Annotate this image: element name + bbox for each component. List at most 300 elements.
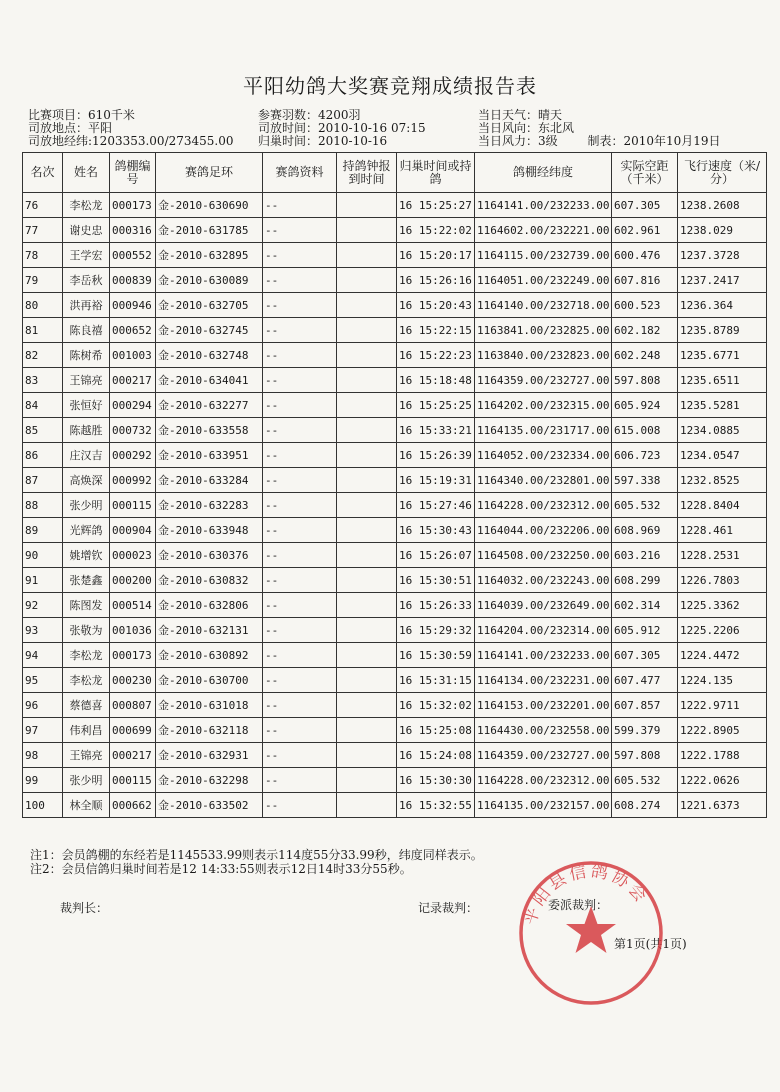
cell-clock-report xyxy=(337,293,397,318)
cell-distance: 602.182 xyxy=(612,318,678,343)
cell-name: 蔡德喜 xyxy=(63,693,110,718)
cell-ring: 金-2010-631018 xyxy=(156,693,263,718)
cell-name: 李松龙 xyxy=(63,643,110,668)
cell-clock-report xyxy=(337,343,397,368)
table-row xyxy=(23,293,767,318)
info-wind-direction: 当日风向：东北风 xyxy=(478,121,575,135)
cell-clock-report xyxy=(337,493,397,518)
table-row xyxy=(23,343,767,368)
cell-pigeon-info: -- xyxy=(263,393,337,418)
cell-coords: 1164202.00/232315.00 xyxy=(475,393,612,418)
cell-clock-report xyxy=(337,718,397,743)
info-made-date: 制表：2010年10月19日 xyxy=(587,134,721,148)
cell-return-time: 16 15:22:02 xyxy=(397,218,475,243)
cell-return-time: 16 15:32:55 xyxy=(397,793,475,818)
cell-speed: 1228.8404 xyxy=(678,493,767,518)
cell-ring: 金-2010-632131 xyxy=(156,618,263,643)
cell-ring: 金-2010-630089 xyxy=(156,268,263,293)
cell-loft-no: 000115 xyxy=(110,768,156,793)
cell-speed: 1226.7803 xyxy=(678,568,767,593)
cell-name: 陈良禧 xyxy=(63,318,110,343)
table-row xyxy=(23,618,767,643)
info-weather: 当日天气：晴天 xyxy=(478,108,563,122)
cell-loft-no: 000662 xyxy=(110,793,156,818)
cell-pigeon-info: -- xyxy=(263,193,337,218)
cell-speed: 1222.8905 xyxy=(678,718,767,743)
cell-rank: 94 xyxy=(23,643,63,668)
cell-speed: 1237.3728 xyxy=(678,243,767,268)
table-row xyxy=(23,768,767,793)
association-seal xyxy=(516,858,666,1008)
cell-return-time: 16 15:19:31 xyxy=(397,468,475,493)
table-row xyxy=(23,493,767,518)
cell-coords: 1163840.00/232823.00 xyxy=(475,343,612,368)
cell-return-time: 16 15:26:16 xyxy=(397,268,475,293)
cell-clock-report xyxy=(337,568,397,593)
cell-pigeon-info: -- xyxy=(263,343,337,368)
cell-ring: 金-2010-634041 xyxy=(156,368,263,393)
cell-loft-no: 000230 xyxy=(110,668,156,693)
cell-clock-report xyxy=(337,368,397,393)
cell-distance: 597.808 xyxy=(612,743,678,768)
cell-speed: 1235.6511 xyxy=(678,368,767,393)
cell-loft-no: 000807 xyxy=(110,693,156,718)
cell-distance: 597.338 xyxy=(612,468,678,493)
cell-speed: 1236.364 xyxy=(678,293,767,318)
cell-coords: 1164359.00/232727.00 xyxy=(475,743,612,768)
cell-pigeon-info: -- xyxy=(263,543,337,568)
cell-distance: 608.299 xyxy=(612,568,678,593)
cell-distance: 607.857 xyxy=(612,693,678,718)
cell-name: 陈越胜 xyxy=(63,418,110,443)
cell-pigeon-info: -- xyxy=(263,268,337,293)
cell-loft-no: 000173 xyxy=(110,193,156,218)
cell-rank: 100 xyxy=(23,793,63,818)
cell-pigeon-info: -- xyxy=(263,693,337,718)
cell-return-time: 16 15:25:08 xyxy=(397,718,475,743)
page-number: 第1页(共1页) xyxy=(614,937,687,951)
cell-ring: 金-2010-630376 xyxy=(156,543,263,568)
cell-ring: 金-2010-633951 xyxy=(156,443,263,468)
cell-ring: 金-2010-630832 xyxy=(156,568,263,593)
cell-coords: 1164430.00/232558.00 xyxy=(475,718,612,743)
results-table xyxy=(22,152,767,818)
note-1: 注1：会员鸽棚的东经若是1145533.99则表示114度55分33.99秒，纬度同样表示。 xyxy=(30,848,483,862)
cell-distance: 607.305 xyxy=(612,643,678,668)
cell-distance: 602.961 xyxy=(612,218,678,243)
cell-coords: 1164115.00/232739.00 xyxy=(475,243,612,268)
cell-loft-no: 000217 xyxy=(110,743,156,768)
table-row xyxy=(23,568,767,593)
cell-coords: 1164508.00/232250.00 xyxy=(475,543,612,568)
cell-speed: 1224.135 xyxy=(678,668,767,693)
note-2: 注2：会员信鸽归巢时间若是12 14:33:55则表示12日14时33分55秒。 xyxy=(30,862,412,876)
table-row xyxy=(23,418,767,443)
cell-rank: 83 xyxy=(23,368,63,393)
cell-loft-no: 000552 xyxy=(110,243,156,268)
cell-ring: 金-2010-633948 xyxy=(156,518,263,543)
cell-ring: 金-2010-632277 xyxy=(156,393,263,418)
cell-rank: 82 xyxy=(23,343,63,368)
cell-rank: 81 xyxy=(23,318,63,343)
cell-name: 陈图发 xyxy=(63,593,110,618)
cell-coords: 1164135.00/232157.00 xyxy=(475,793,612,818)
cell-pigeon-info: -- xyxy=(263,518,337,543)
cell-ring: 金-2010-633284 xyxy=(156,468,263,493)
cell-distance: 605.532 xyxy=(612,493,678,518)
cell-loft-no: 000992 xyxy=(110,468,156,493)
cell-return-time: 16 15:22:15 xyxy=(397,318,475,343)
cell-rank: 90 xyxy=(23,543,63,568)
cell-pigeon-info: -- xyxy=(263,793,337,818)
cell-rank: 78 xyxy=(23,243,63,268)
cell-rank: 76 xyxy=(23,193,63,218)
cell-name: 伟利昌 xyxy=(63,718,110,743)
report-title: 平阳幼鸽大奖赛竞翔成绩报告表 xyxy=(243,74,537,98)
table-row xyxy=(23,268,767,293)
cell-rank: 89 xyxy=(23,518,63,543)
cell-distance: 600.523 xyxy=(612,293,678,318)
cell-speed: 1237.2417 xyxy=(678,268,767,293)
cell-coords: 1164032.00/232243.00 xyxy=(475,568,612,593)
cell-distance: 602.314 xyxy=(612,593,678,618)
cell-pigeon-info: -- xyxy=(263,218,337,243)
cell-rank: 87 xyxy=(23,468,63,493)
cell-loft-no: 000732 xyxy=(110,418,156,443)
cell-rank: 95 xyxy=(23,668,63,693)
cell-name: 张楚鑫 xyxy=(63,568,110,593)
cell-distance: 607.816 xyxy=(612,268,678,293)
cell-return-time: 16 15:24:08 xyxy=(397,743,475,768)
cell-speed: 1225.3362 xyxy=(678,593,767,618)
cell-speed: 1224.4472 xyxy=(678,643,767,668)
cell-clock-report xyxy=(337,743,397,768)
cell-coords: 1164228.00/232312.00 xyxy=(475,768,612,793)
cell-coords: 1164141.00/232233.00 xyxy=(475,643,612,668)
cell-distance: 607.477 xyxy=(612,668,678,693)
cell-rank: 99 xyxy=(23,768,63,793)
cell-name: 张敬为 xyxy=(63,618,110,643)
table-row xyxy=(23,718,767,743)
cell-speed: 1221.6373 xyxy=(678,793,767,818)
cell-coords: 1164051.00/232249.00 xyxy=(475,268,612,293)
cell-clock-report xyxy=(337,693,397,718)
table-row xyxy=(23,743,767,768)
cell-ring: 金-2010-632283 xyxy=(156,493,263,518)
cell-clock-report xyxy=(337,768,397,793)
table-row xyxy=(23,368,767,393)
cell-rank: 79 xyxy=(23,268,63,293)
cell-name: 李松龙 xyxy=(63,193,110,218)
cell-rank: 86 xyxy=(23,443,63,468)
cell-coords: 1164228.00/232312.00 xyxy=(475,493,612,518)
record-judge-label: 记录裁判： xyxy=(418,901,479,915)
cell-loft-no: 001036 xyxy=(110,618,156,643)
cell-ring: 金-2010-630700 xyxy=(156,668,263,693)
header-return-time: 归巢时间或持鸽 xyxy=(397,153,475,193)
cell-coords: 1163841.00/232825.00 xyxy=(475,318,612,343)
table-row xyxy=(23,793,767,818)
cell-coords: 1164044.00/232206.00 xyxy=(475,518,612,543)
cell-name: 王学宏 xyxy=(63,243,110,268)
cell-speed: 1234.0885 xyxy=(678,418,767,443)
cell-clock-report xyxy=(337,618,397,643)
cell-ring: 金-2010-632745 xyxy=(156,318,263,343)
cell-return-time: 16 15:31:15 xyxy=(397,668,475,693)
cell-name: 光辉鸽 xyxy=(63,518,110,543)
cell-return-time: 16 15:26:07 xyxy=(397,543,475,568)
cell-loft-no: 000839 xyxy=(110,268,156,293)
header-distance: 实际空距（千米） xyxy=(612,153,678,193)
cell-loft-no: 000904 xyxy=(110,518,156,543)
cell-pigeon-info: -- xyxy=(263,293,337,318)
cell-name: 庄汉吉 xyxy=(63,443,110,468)
cell-rank: 80 xyxy=(23,293,63,318)
cell-return-time: 16 15:27:46 xyxy=(397,493,475,518)
cell-ring: 金-2010-632705 xyxy=(156,293,263,318)
cell-name: 洪再裕 xyxy=(63,293,110,318)
cell-return-time: 16 15:33:21 xyxy=(397,418,475,443)
cell-rank: 77 xyxy=(23,218,63,243)
cell-ring: 金-2010-632895 xyxy=(156,243,263,268)
cell-ring: 金-2010-633558 xyxy=(156,418,263,443)
cell-name: 张少明 xyxy=(63,768,110,793)
cell-clock-report xyxy=(337,468,397,493)
cell-speed: 1222.1788 xyxy=(678,743,767,768)
cell-speed: 1235.8789 xyxy=(678,318,767,343)
cell-speed: 1228.461 xyxy=(678,518,767,543)
table-row xyxy=(23,318,767,343)
cell-rank: 93 xyxy=(23,618,63,643)
table-row xyxy=(23,243,767,268)
cell-pigeon-info: -- xyxy=(263,493,337,518)
notes xyxy=(30,848,483,876)
cell-speed: 1234.0547 xyxy=(678,443,767,468)
info-wind-force: 当日风力：3级 xyxy=(478,134,558,148)
table-row xyxy=(23,543,767,568)
info-return-time: 归巢时间：2010-10-16 xyxy=(258,134,388,148)
table-row xyxy=(23,518,767,543)
cell-ring: 金-2010-632118 xyxy=(156,718,263,743)
header-clock-report: 持鸽钟报到时间 xyxy=(337,153,397,193)
cell-loft-no: 000023 xyxy=(110,543,156,568)
cell-distance: 605.532 xyxy=(612,768,678,793)
cell-clock-report xyxy=(337,668,397,693)
cell-speed: 1235.6771 xyxy=(678,343,767,368)
cell-ring: 金-2010-631785 xyxy=(156,218,263,243)
table-row xyxy=(23,443,767,468)
cell-pigeon-info: -- xyxy=(263,593,337,618)
table-header-row xyxy=(23,153,767,193)
cell-ring: 金-2010-632748 xyxy=(156,343,263,368)
cell-coords: 1164140.00/232718.00 xyxy=(475,293,612,318)
cell-distance: 602.248 xyxy=(612,343,678,368)
seal-star-icon xyxy=(566,906,616,953)
cell-speed: 1238.029 xyxy=(678,218,767,243)
cell-clock-report xyxy=(337,193,397,218)
header-name: 姓名 xyxy=(63,153,110,193)
cell-coords: 1164359.00/232727.00 xyxy=(475,368,612,393)
cell-return-time: 16 15:26:39 xyxy=(397,443,475,468)
cell-distance: 599.379 xyxy=(612,718,678,743)
header-loft-no: 鸽棚编号 xyxy=(110,153,156,193)
table-row xyxy=(23,643,767,668)
cell-return-time: 16 15:25:27 xyxy=(397,193,475,218)
cell-name: 高焕深 xyxy=(63,468,110,493)
chief-judge-label: 裁判长： xyxy=(60,901,109,915)
cell-rank: 92 xyxy=(23,593,63,618)
cell-return-time: 16 15:18:48 xyxy=(397,368,475,393)
cell-loft-no: 000115 xyxy=(110,493,156,518)
cell-name: 陈树希 xyxy=(63,343,110,368)
cell-distance: 603.216 xyxy=(612,543,678,568)
cell-rank: 85 xyxy=(23,418,63,443)
info-release-site: 司放地点：平阳 xyxy=(28,121,113,135)
cell-loft-no: 000316 xyxy=(110,218,156,243)
cell-clock-report xyxy=(337,593,397,618)
cell-return-time: 16 15:22:23 xyxy=(397,343,475,368)
cell-coords: 1164153.00/232201.00 xyxy=(475,693,612,718)
cell-pigeon-info: -- xyxy=(263,743,337,768)
cell-name: 王锦亮 xyxy=(63,743,110,768)
cell-clock-report xyxy=(337,393,397,418)
cell-name: 谢史忠 xyxy=(63,218,110,243)
cell-name: 李岳秋 xyxy=(63,268,110,293)
info-release-time: 司放时间：2010-10-16 07:15 xyxy=(258,121,426,135)
cell-speed: 1232.8525 xyxy=(678,468,767,493)
cell-coords: 1164039.00/232649.00 xyxy=(475,593,612,618)
cell-distance: 597.808 xyxy=(612,368,678,393)
cell-pigeon-info: -- xyxy=(263,568,337,593)
cell-pigeon-info: -- xyxy=(263,418,337,443)
cell-distance: 606.723 xyxy=(612,443,678,468)
cell-coords: 1164204.00/232314.00 xyxy=(475,618,612,643)
cell-ring: 金-2010-632931 xyxy=(156,743,263,768)
cell-name: 张恒好 xyxy=(63,393,110,418)
cell-loft-no: 000217 xyxy=(110,368,156,393)
seal-text: 平阳县信鸽协会 xyxy=(520,861,653,928)
cell-ring: 金-2010-630892 xyxy=(156,643,263,668)
cell-loft-no: 000699 xyxy=(110,718,156,743)
cell-loft-no: 000514 xyxy=(110,593,156,618)
cell-pigeon-info: -- xyxy=(263,318,337,343)
table-row xyxy=(23,193,767,218)
header-coords: 鸽棚经纬度 xyxy=(475,153,612,193)
cell-coords: 1164052.00/232334.00 xyxy=(475,443,612,468)
cell-loft-no: 000173 xyxy=(110,643,156,668)
table-row xyxy=(23,668,767,693)
cell-loft-no: 000946 xyxy=(110,293,156,318)
cell-return-time: 16 15:26:33 xyxy=(397,593,475,618)
info-col-right xyxy=(478,109,721,148)
cell-pigeon-info: -- xyxy=(263,468,337,493)
cell-pigeon-info: -- xyxy=(263,368,337,393)
cell-loft-no: 001003 xyxy=(110,343,156,368)
cell-coords: 1164141.00/232233.00 xyxy=(475,193,612,218)
info-col-left xyxy=(28,109,234,148)
cell-name: 姚增钦 xyxy=(63,543,110,568)
table-row xyxy=(23,593,767,618)
cell-ring: 金-2010-633502 xyxy=(156,793,263,818)
cell-clock-report xyxy=(337,443,397,468)
info-event: 比赛项目：610千米 xyxy=(28,108,135,122)
cell-return-time: 16 15:32:02 xyxy=(397,693,475,718)
cell-loft-no: 000292 xyxy=(110,443,156,468)
cell-rank: 88 xyxy=(23,493,63,518)
cell-loft-no: 000294 xyxy=(110,393,156,418)
header-speed: 飞行速度（米/分） xyxy=(678,153,767,193)
cell-return-time: 16 15:30:30 xyxy=(397,768,475,793)
header-rank: 名次 xyxy=(23,153,63,193)
cell-speed: 1228.2531 xyxy=(678,543,767,568)
cell-pigeon-info: -- xyxy=(263,768,337,793)
cell-pigeon-info: -- xyxy=(263,443,337,468)
cell-distance: 605.912 xyxy=(612,618,678,643)
cell-return-time: 16 15:30:59 xyxy=(397,643,475,668)
cell-clock-report xyxy=(337,793,397,818)
cell-pigeon-info: -- xyxy=(263,643,337,668)
cell-name: 林全顺 xyxy=(63,793,110,818)
cell-distance: 608.969 xyxy=(612,518,678,543)
cell-coords: 1164134.00/232231.00 xyxy=(475,668,612,693)
header-ring: 赛鸽足环 xyxy=(156,153,263,193)
cell-clock-report xyxy=(337,518,397,543)
info-release-coords: 司放地经纬:1203353.00/273455.00 xyxy=(28,134,234,148)
cell-pigeon-info: -- xyxy=(263,618,337,643)
cell-return-time: 16 15:20:17 xyxy=(397,243,475,268)
cell-return-time: 16 15:20:43 xyxy=(397,293,475,318)
cell-distance: 600.476 xyxy=(612,243,678,268)
cell-name: 王锦亮 xyxy=(63,368,110,393)
cell-coords: 1164135.00/231717.00 xyxy=(475,418,612,443)
cell-distance: 615.008 xyxy=(612,418,678,443)
cell-rank: 84 xyxy=(23,393,63,418)
cell-speed: 1235.5281 xyxy=(678,393,767,418)
cell-clock-report xyxy=(337,268,397,293)
cell-return-time: 16 15:29:32 xyxy=(397,618,475,643)
cell-clock-report xyxy=(337,543,397,568)
cell-loft-no: 000652 xyxy=(110,318,156,343)
cell-return-time: 16 15:30:43 xyxy=(397,518,475,543)
cell-distance: 605.924 xyxy=(612,393,678,418)
cell-pigeon-info: -- xyxy=(263,668,337,693)
header-pigeon-info: 赛鸽资料 xyxy=(263,153,337,193)
cell-coords: 1164602.00/232221.00 xyxy=(475,218,612,243)
table-row xyxy=(23,468,767,493)
cell-rank: 96 xyxy=(23,693,63,718)
cell-distance: 608.274 xyxy=(612,793,678,818)
cell-ring: 金-2010-632298 xyxy=(156,768,263,793)
cell-ring: 金-2010-630690 xyxy=(156,193,263,218)
info-col-middle xyxy=(258,109,426,148)
table-row xyxy=(23,218,767,243)
cell-ring: 金-2010-632806 xyxy=(156,593,263,618)
cell-return-time: 16 15:30:51 xyxy=(397,568,475,593)
cell-pigeon-info: -- xyxy=(263,243,337,268)
cell-name: 张少明 xyxy=(63,493,110,518)
cell-coords: 1164340.00/232801.00 xyxy=(475,468,612,493)
cell-rank: 91 xyxy=(23,568,63,593)
cell-clock-report xyxy=(337,318,397,343)
cell-clock-report xyxy=(337,643,397,668)
dispatch-judge-label: 委派裁判： xyxy=(548,898,609,912)
table-row xyxy=(23,393,767,418)
cell-rank: 97 xyxy=(23,718,63,743)
cell-name: 李松龙 xyxy=(63,668,110,693)
cell-speed: 1222.0626 xyxy=(678,768,767,793)
cell-pigeon-info: -- xyxy=(263,718,337,743)
cell-distance: 607.305 xyxy=(612,193,678,218)
